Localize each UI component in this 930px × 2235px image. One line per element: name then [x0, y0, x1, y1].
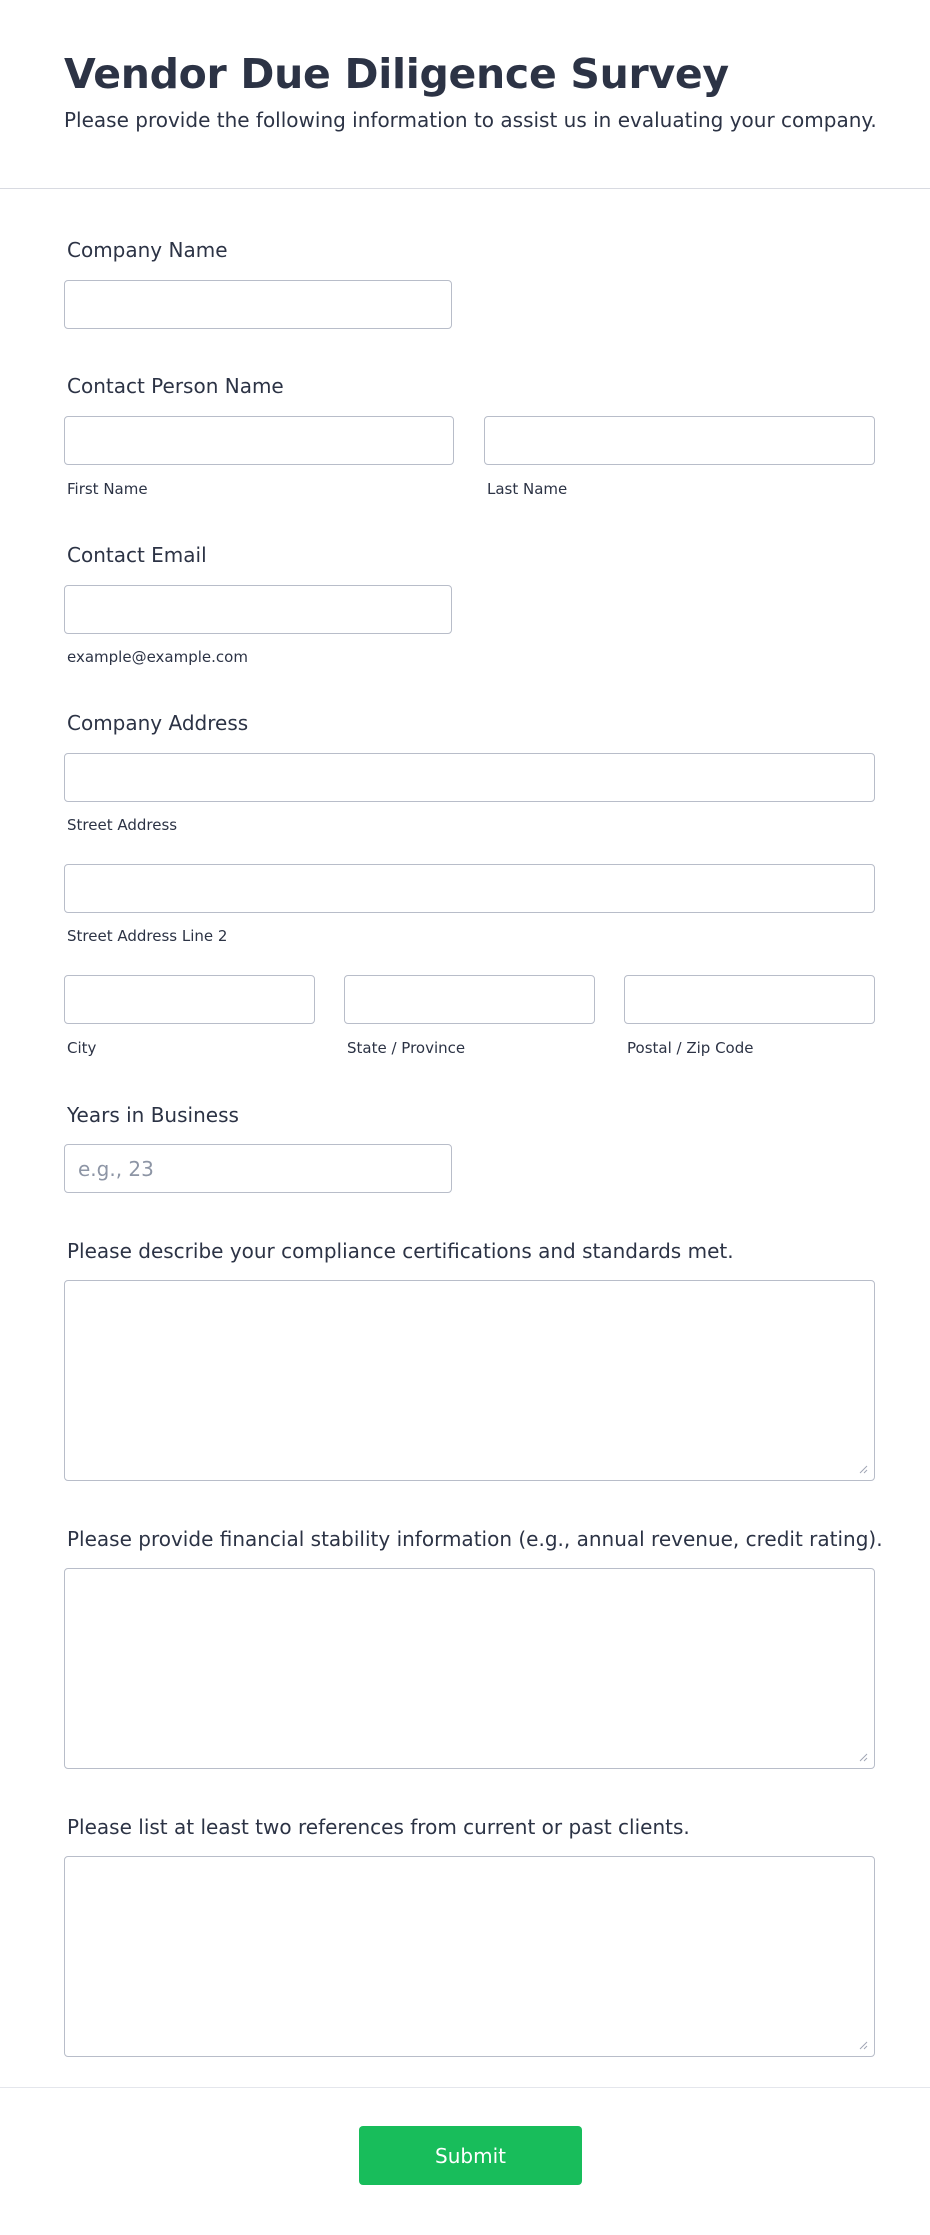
city-sublabel: City [67, 1039, 97, 1057]
last-name-sublabel: Last Name [487, 480, 568, 498]
state-province-sublabel: State / Province [347, 1039, 466, 1057]
footer-divider [0, 2087, 930, 2088]
form-subtitle: Please provide the following information to assist us in evaluating your company. [64, 108, 877, 132]
references-label: Please list at least two references from current or past clients. [67, 1815, 690, 1839]
company-address-label: Company Address [67, 711, 249, 735]
compliance-label: Please describe your compliance certifications and standards met. [67, 1239, 734, 1263]
first-name-input[interactable] [64, 416, 454, 465]
postal-zip-sublabel: Postal / Zip Code [627, 1039, 754, 1057]
form-header [0, 0, 930, 189]
last-name-input[interactable] [484, 416, 875, 465]
street-address-input[interactable] [64, 753, 875, 802]
financial-textarea[interactable] [64, 1568, 875, 1769]
years-in-business-label: Years in Business [67, 1103, 239, 1127]
contact-email-label: Contact Email [67, 543, 207, 567]
resize-grip-icon[interactable] [859, 1753, 868, 1762]
years-in-business-input[interactable] [64, 1144, 452, 1193]
compliance-textarea[interactable] [64, 1280, 875, 1481]
financial-label: Please provide financial stability information (e.g., annual revenue, credit rating). [67, 1527, 883, 1551]
resize-grip-icon[interactable] [859, 2041, 868, 2050]
submit-button[interactable]: Submit [359, 2126, 582, 2185]
contact-email-input[interactable] [64, 585, 452, 634]
references-textarea[interactable] [64, 1856, 875, 2057]
city-input[interactable] [64, 975, 315, 1024]
company-name-input[interactable] [64, 280, 452, 329]
contact-person-label: Contact Person Name [67, 374, 284, 398]
street-address-line2-input[interactable] [64, 864, 875, 913]
state-province-input[interactable] [344, 975, 595, 1024]
contact-email-sublabel: example@example.com [67, 648, 248, 666]
first-name-sublabel: First Name [67, 480, 148, 498]
resize-grip-icon[interactable] [859, 1465, 868, 1474]
street-address-sublabel: Street Address [67, 816, 178, 834]
street-address-line2-sublabel: Street Address Line 2 [67, 927, 228, 945]
postal-zip-input[interactable] [624, 975, 875, 1024]
company-name-label: Company Name [67, 238, 228, 262]
form-title: Vendor Due Diligence Survey [64, 50, 729, 98]
